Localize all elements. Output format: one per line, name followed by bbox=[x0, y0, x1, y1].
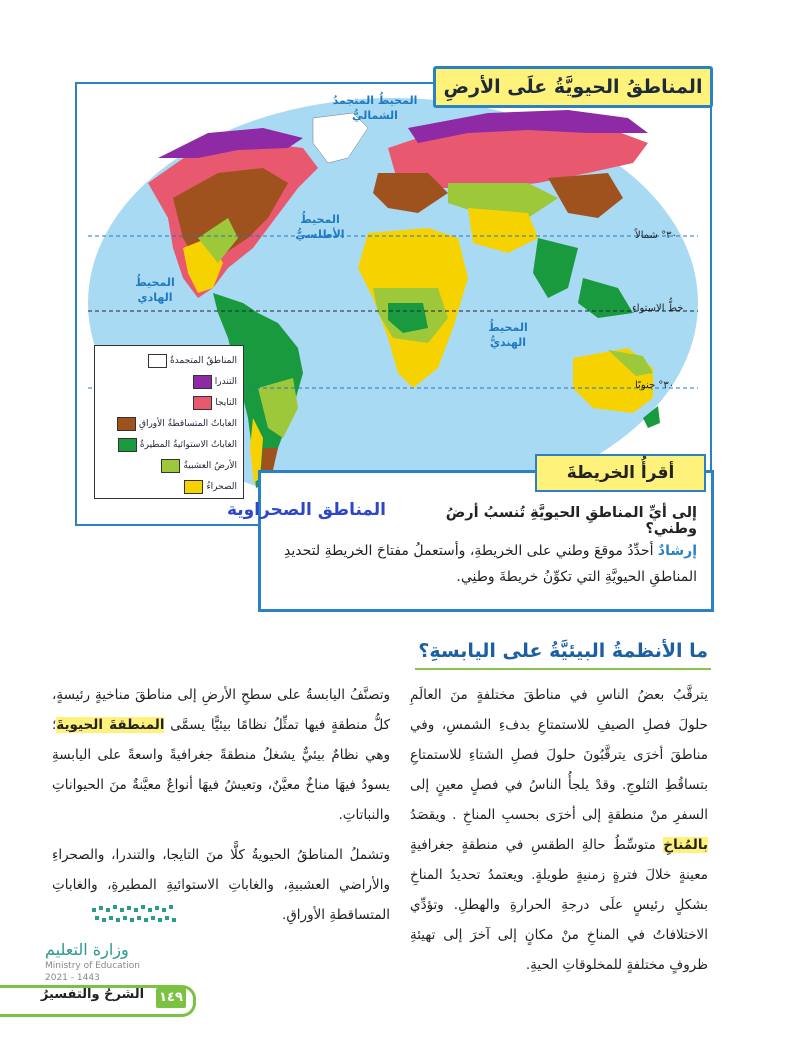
legend-item: المناطقُ المتجمدةُ bbox=[148, 354, 237, 368]
legend-swatch bbox=[161, 459, 180, 473]
south30-label: ٣٠° جنوبًا bbox=[635, 380, 675, 391]
atlantic-ocean-label: المحيطُ الأطلسيُّ bbox=[295, 213, 345, 241]
highlight-climate: بالمُناخِ bbox=[663, 837, 708, 853]
read-map-title: أقرأُ الخريطةَ bbox=[535, 454, 706, 492]
read-map-guide bbox=[268, 538, 697, 590]
pacific-ocean-label: المحيطُ الهادي bbox=[135, 276, 175, 304]
page-number: ١٤٩ bbox=[156, 988, 186, 1008]
legend-item: الأرضُ العشبيةُ bbox=[161, 459, 237, 473]
north30-label: ٣٠° شمالاً bbox=[635, 230, 677, 241]
indian-ocean-label: المحيطُ الهنديُّ bbox=[488, 321, 528, 349]
footer-label: الشرحُ والتفسيرُ bbox=[40, 987, 145, 1002]
section-underline bbox=[415, 668, 711, 670]
right-column-text: يترقَّبُ بعضُ الناسِ في مناطقَ مختلفةٍ منَ العالَمِ حلولَ فصلِ الصيفِ للاستمتاعِ بدفءِ الشمسِ، وفي مناطقَ أخرَى يترقَّبُونَ حلولَ فصلِ الشتاءِ للاستمتاعِ بتساقُطِ الثلوجِ. وقدْ يلجأُ الناسُ في فصلٍ معينٍ إلى السفرِ منْ منطقةٍ إلى أخرَى بحسبِ المناخِ . ويقصَدُ بالمُناخِ متوسِّطُ حالةِ الطقسِ في منطقةٍ جغرافيةٍ معينةٍ خلالَ فترةٍ زمنيةٍ طويلةٍ. ويعتمدُ تحديدُ المناخِ بشكلٍ رئيسٍ علَى درجةِ الحرارةِ والهطلِ. وتؤدِّي الاختلافاتُ في المناخِ منْ مكانٍ إلى آخرَ إلى تهيئةِ ظروفٍ مختلفةٍ للمخلوقاتِ الحيةِ. bbox=[410, 687, 708, 973]
legend-item: الصحراءُ bbox=[184, 480, 237, 494]
guide-key: إرشادٌ bbox=[657, 543, 697, 559]
section-heading: ما الأنظمةُ البيئيَّةُ على اليابسةِ؟ bbox=[418, 640, 708, 662]
legend-item: التايجا bbox=[193, 396, 237, 410]
legend-swatch bbox=[184, 480, 203, 494]
guide-text: أحدِّدُ موقعَ وطني على الخريطةِ، وأستعملُ مفتاحَ الخريطةِ لتحديدِ المناطقِ الحيويَّةِ التي تكوِّنُ خريطةَ وطنِي. bbox=[284, 543, 697, 585]
ministry-year: 2021 - 1443 bbox=[45, 973, 100, 983]
legend-swatch bbox=[193, 396, 212, 410]
left-column-text bbox=[52, 680, 390, 930]
ministry-name-en: Ministry of Education bbox=[45, 961, 140, 971]
arctic-ocean-label: المحيطُ المتجمدُ الشماليُّ bbox=[332, 94, 418, 122]
legend-item: الغاباتُ الاستوائيةُ المطيرةُ bbox=[118, 438, 237, 452]
left-paragraph-1: وتصنَّفُ اليابسةُ على سطحِ الأرضِ إلى مناطقَ مناخيةٍ رئيسةٍ، كلُّ منطقةٍ فيها تمثِّلُ نظامًا بيئيًّا يسمَّى المنطقةَ الحيويةَ؛ وهي نظامٌ بيئيٌّ يشغلُ منطقةً جغرافيةً واسعةً على اليابسةِ يسودُ فيهَا مناخٌ معيَّنٌ، وتعيشُ فيهَا أنواعٌ معيَّنةٌ منَ الحيواناتِ والنباتاتِ. bbox=[52, 687, 390, 823]
legend-swatch bbox=[117, 417, 136, 431]
read-map-question: إلى أيِّ المناطقِ الحيويَّةِ تُنسبُ أرضُ وطني؟ bbox=[445, 505, 697, 537]
ministry-name-ar: وزارة التعليم bbox=[45, 940, 129, 959]
map-title: المناطقُ الحيويَّةُ علَى الأرضِ bbox=[433, 66, 713, 108]
legend-swatch bbox=[193, 375, 212, 389]
legend-swatch bbox=[118, 438, 137, 452]
legend-item: التندرا bbox=[193, 375, 237, 389]
read-map-answer: المناطق الصحراوية bbox=[226, 500, 386, 520]
equator-label: خطُّ الاستواءِ bbox=[632, 303, 684, 314]
map-legend bbox=[94, 345, 244, 499]
legend-item: الغاباتُ المتساقطةُ الأوراقِ bbox=[117, 417, 237, 431]
ministry-logo-icon bbox=[90, 902, 185, 932]
highlight-biome: المنطقةَ الحيويةَ bbox=[56, 717, 165, 733]
legend-swatch bbox=[148, 354, 167, 368]
left-paragraph-2: وتشملُ المناطقُ الحيويةُ كلًّا منَ التايجا، والتندرا، والصحراءِ والأراضي العشبيةِ، والغاباتِ الاستوائيةِ المطيرةِ، والغاباتِ المتساقطةِ الأوراقِ. bbox=[52, 847, 390, 923]
